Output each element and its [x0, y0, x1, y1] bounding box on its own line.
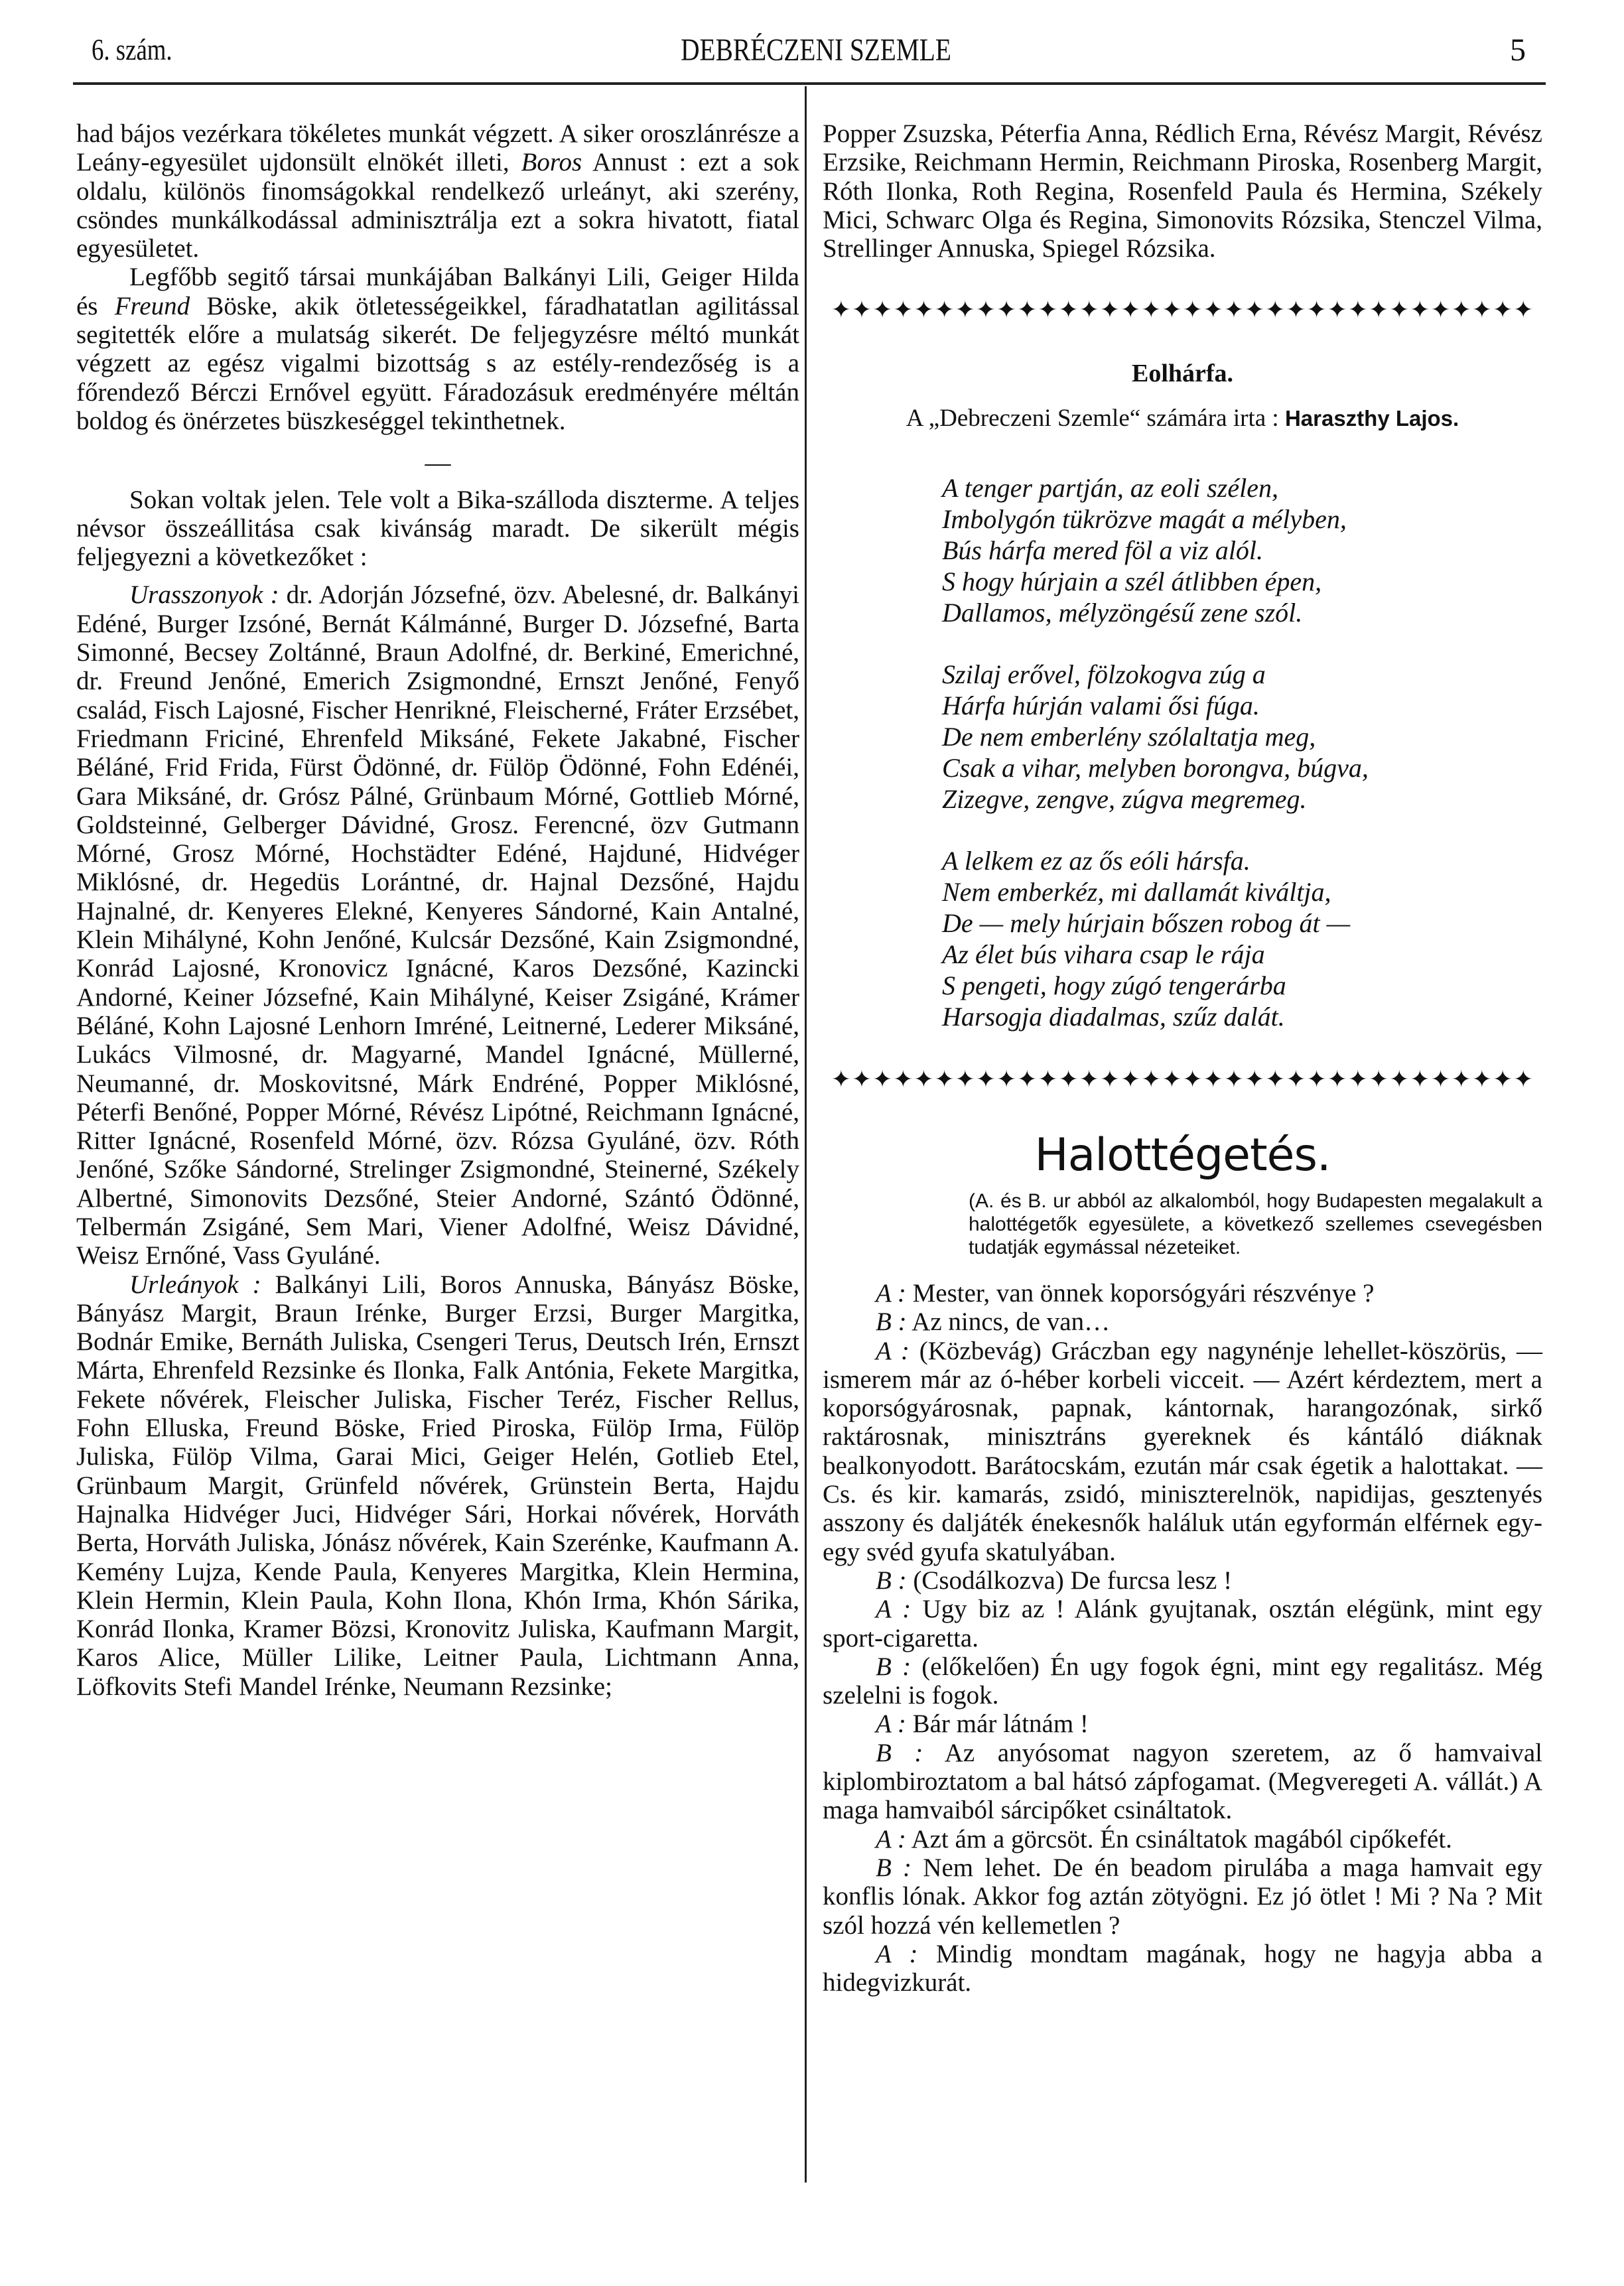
- poem-byline: A „Debreczeni Szemle“ számára irta : Haraszthy Lajos.: [906, 405, 1459, 433]
- stanza: A tenger partján, az eoli szélen, Imbolygón tükrözve magát a mélyben, Bús hárfa mered föl a viz alól. S hogy húrjain a szél átlibben épen, Dallamos, mélyzöngésű zene szól.: [942, 473, 1347, 628]
- list-label: Urleányok :: [129, 1270, 261, 1299]
- column-separator: [805, 86, 807, 2183]
- ornament-divider: ✦✦✦✦✦✦✦✦✦✦✦✦✦✦✦✦✦✦✦✦✦✦✦✦✦✦✦✦✦✦✦✦✦✦: [831, 1066, 1534, 1093]
- article-title: Halottégetés.: [1034, 1128, 1331, 1181]
- newspaper-title: DEBRÉCZENI SZEMLE: [681, 33, 951, 68]
- stanza: Szilaj erővel, fölzokogva zúg a Hárfa húrján valami ősi fúga. De nem emberlény szólaltatja meg, Csak a vihar, melyben borongva, búgva, Zizegve, zengve, zúgva megremeg.: [942, 659, 1369, 815]
- dialogue-line: B : (Csodálkozva) De furcsa lesz !: [876, 1566, 1233, 1595]
- dialogue-line: B : Az anyósomat nagyon szeretem, az ő hamvaival kiplombiroztatom a bal hátsó zápfogamat. (Megveregeti A. vállát.) A maga hamvaiból sárcipőket csináltatok.: [823, 1738, 1543, 1825]
- paragraph: Legfőbb segitő társai munkájában Balkányi Lili, Geiger Hilda és Freund Böske, akik ötletességeikkel, fáradhatatlan agilitással segitették előre a mulatság sikerét. De feljegyzésre méltó munkát végzett az egész vigalmi bizottság s az estély-rendezőség is a főrendező Bérczi Ernővel együtt. Fáradozásuk eredményére méltán boldog és önérzetes büszkeséggel tekinthetnek.: [76, 263, 799, 435]
- issue-number: 6. szám.: [92, 33, 172, 66]
- left-column: [76, 119, 799, 1701]
- dialogue-line: A : Azt ám a görcsöt. Én csináltatok magából cipőkefét.: [876, 1824, 1452, 1853]
- right-column: [823, 119, 1542, 1997]
- dialogue-line: A : Mindig mondtam magának, hogy ne hagyja abba a hidegvizkurát.: [823, 1939, 1542, 1997]
- poem-title: Eolhárfa.: [1131, 359, 1234, 387]
- dialogue: [823, 1279, 1542, 1997]
- paragraph: Sokan voltak jelen. Tele volt a Bika-szálloda diszterme. A teljes névsor összeállitása csak kivánság maradt. De sikerült mégis feljegyezni a következőket :: [76, 485, 799, 572]
- ornament-divider: ✦✦✦✦✦✦✦✦✦✦✦✦✦✦✦✦✦✦✦✦✦✦✦✦✦✦✦✦✦✦✦✦✦✦: [831, 297, 1534, 324]
- author: Haraszthy Lajos.: [1284, 406, 1459, 431]
- guest-list-unmarried: Urleányok : Balkányi Lili, Boros Annuska, Bányász Böske, Bányász Margit, Braun Irénke, Burger Erzsi, Burger Margitka, Bodnár Emike, Bernáth Juliska, Csengeri Terus, Deutsch Irén, Ernszt Márta, Ehrenfeld Rezsinke és Ilonka, Falk Antónia, Fekete Margitka, Fekete nővérek, Fleischer Juliska, Fischer Teréz, Fischer Rellus, Fohn Elluska, Freund Böske, Fried Piroska, Fülöp Irma, Fülöp Juliska, Fülöp Vilma, Garai Mici, Geiger Helén, Gotlieb Etel, Grünbaum Margit, Grünfeld nővérek, Grünstein Berta, Hajdu Hajnalka Hidvéger Juci, Hidvéger Sári, Horkai nővérek, Horváth Berta, Horváth Juliska, Jónász nővérek, Kain Szerénke, Kaufmann A. Kemény Lujza, Kende Paula, Kenyeres Margitka, Klein Hermina, Klein Hermin, Klein Paula, Kohn Ilona, Khón Irma, Khón Sárika, Konrád Ilonka, Kramer Bözsi, Kronovitz Juliska, Kaufmann Margit, Karos Alice, Müller Lilike, Leitner Paula, Lichtmann Anna, Löfkovits Stefi Mandel Irénke, Neumann Rezsinke;: [76, 1270, 799, 1701]
- dialogue-line: B : Nem lehet. De én beadom pirulába a maga hamvait egy konflis lónak. Akkor fog aztán zötyögni. Ez jó ötlet ! Mi ? Na ? Mit szól hozzá vén kellemetlen ?: [823, 1853, 1543, 1940]
- dialogue-line: A : (Közbevág) Gráczban egy nagynénje lehellet-köszörüs, — ismerem már az ó-héber korbeli vicceit. — Azért kérdeztem, mert a koporsógyárosnak, papnak, kántornak, harangozónak, sirkő raktárosnak, minisztráns gyereknek és kántáló diáknak bealkonyodott. Barátocskám, ezután már csak égetik a halottakat. — Cs. és kir. kamarás, zsidó, miniszterelnök, napidijas, gesztenyés asszony és daljáték énekesnők haláluk után egyformán elférnek egy-egy svéd gyufa skatulyában.: [823, 1336, 1542, 1566]
- dialogue-line: B : Az nincs, de van…: [876, 1308, 1111, 1337]
- dialogue-line: B : (előkelően) Én ugy fogok égni, mint egy regalitász. Még szelelni is fogok.: [823, 1652, 1543, 1710]
- page-number: 5: [1510, 33, 1526, 68]
- section-separator: —: [425, 448, 451, 478]
- paragraph: Popper Zsuzska, Péterfia Anna, Rédlich Erna, Révész Margit, Révész Erzsike, Reichmann Hermin, Reichmann Piroska, Rosenberg Margit, Róth Ilonka, Roth Regina, Rosenfeld Paula és Hermina, Székely Mici, Schwarc Olga és Regina, Simonovits Rózsika, Stenczel Vilma, Strellinger Annuska, Spiegel Rózsika.: [823, 119, 1542, 263]
- page-header: [86, 32, 1546, 78]
- stanza: A lelkem ez az ős eóli hársfa. Nem emberkéz, mi dallamát kiváltja, De — mely húrjain bőszen robog át — Az élet bús vihara csap le rája S pengeti, hogy zúgó tengerárba Harsogja diadalmas, szűz dalát.: [942, 846, 1351, 1032]
- dialogue-line: A : Ugy biz az ! Alánk gyujtanak, osztán elégünk, mint egy sport-cigaretta.: [823, 1595, 1543, 1652]
- dialogue-line: A : Bár már látnám !: [876, 1710, 1089, 1739]
- header-rule: [73, 82, 1546, 85]
- list-label: Urasszonyok :: [129, 580, 279, 610]
- poem-body: [823, 472, 1542, 1032]
- guest-list-married: Urasszonyok : dr. Adorján Józsefné, özv. Abelesné, dr. Balkányi Edéné, Burger Izsóné, Bernát Kálmánné, Burger D. Józsefné, Barta Simonné, Becsey Zoltánné, Braun Adolfné, dr. Berkiné, Emerichné, dr. Freund Jenőné, Emerich Zsigmondné, Ernszt Jenőné, Fenyő család, Fisch Lajosné, Fischer Henrikné, Fleischerné, Fráter Erzsébet, Friedmann Friciné, Ehrenfeld Miksáné, Fekete Jakabné, Fischer Béláné, Frid Frida, Fürst Ödönné, dr. Fülöp Ödönné, Fohn Edénéi, Gara Miksáné, dr. Grósz Pálné, Grünbaum Mórné, Gottlieb Mórné, Goldsteinné, Gelberger Dávidné, Grosz. Ferencné, özv Gutmann Mórné, Grosz Mórné, Hochstädter Edéné, Hajduné, Hidvéger Miklósné, dr. Hegedüs Lorántné, dr. Hajnal Dezsőné, Hajdu Hajnalné, dr. Kenyeres Elekné, Kenyeres Sándorné, Kain Antalné, Klein Mihályné, Kohn Jenőné, Kulcsár Dezsőné, Kain Zsigmondné, Konrád Lajosné, Kronovicz Ignácné, Karos Dezsőné, Kazincki Andorné, Keiner Józsefné, Kain Mihályné, Keiser Zsigáné, Krámer Béláné, Kohn Lajosné Lenhorn Imréné, Leitnerné, Lederer Miksáné, Lukács Vilmosné, dr. Magyarné, Mandel Ignácné, Müllerné, Neumanné, dr. Moskovitsné, Márk Endréné, Popper Miklósné, Péterfi Benőné, Popper Mórné, Révész Lipótné, Reichmann Ignácné, Ritter Ignácné, Rosenfeld Mórné, özv. Rózsa Gyuláné, özv. Róth Jenőné, Szőke Sándorné, Strelinger Zsigmondné, Steinerné, Székely Albertné, Simonovits Dezsőné, Steier Andorné, Szántó Ödönné, Telbermán Zsigáné, Sem Mari, Viener Adolfné, Weisz Dávidné, Weisz Ernőné, Vass Gyuláné.: [76, 580, 799, 1270]
- article-intro: (A. és B. ur abból az alkalomból, hogy Budapesten megalakult a halottégetők egyesülete, a következő szellemes csevegésben tudatják egymással nézeteiket.: [969, 1189, 1542, 1258]
- paragraph: had bájos vezérkara tökéletes munkát végzett. A siker oroszlánrésze a Leány-egyesület ujdonsült elnökét illeti, Boros Annust : ezt a sok oldalu, különös finomságokkal rendelkező urleányt, aki szerény, csöndes munkálkodással adminisztrálja ezt a sokra hivatott, fiatal egyesületet.: [76, 119, 799, 263]
- dialogue-line: A : Mester, van önnek koporsógyári részvénye ?: [876, 1278, 1375, 1308]
